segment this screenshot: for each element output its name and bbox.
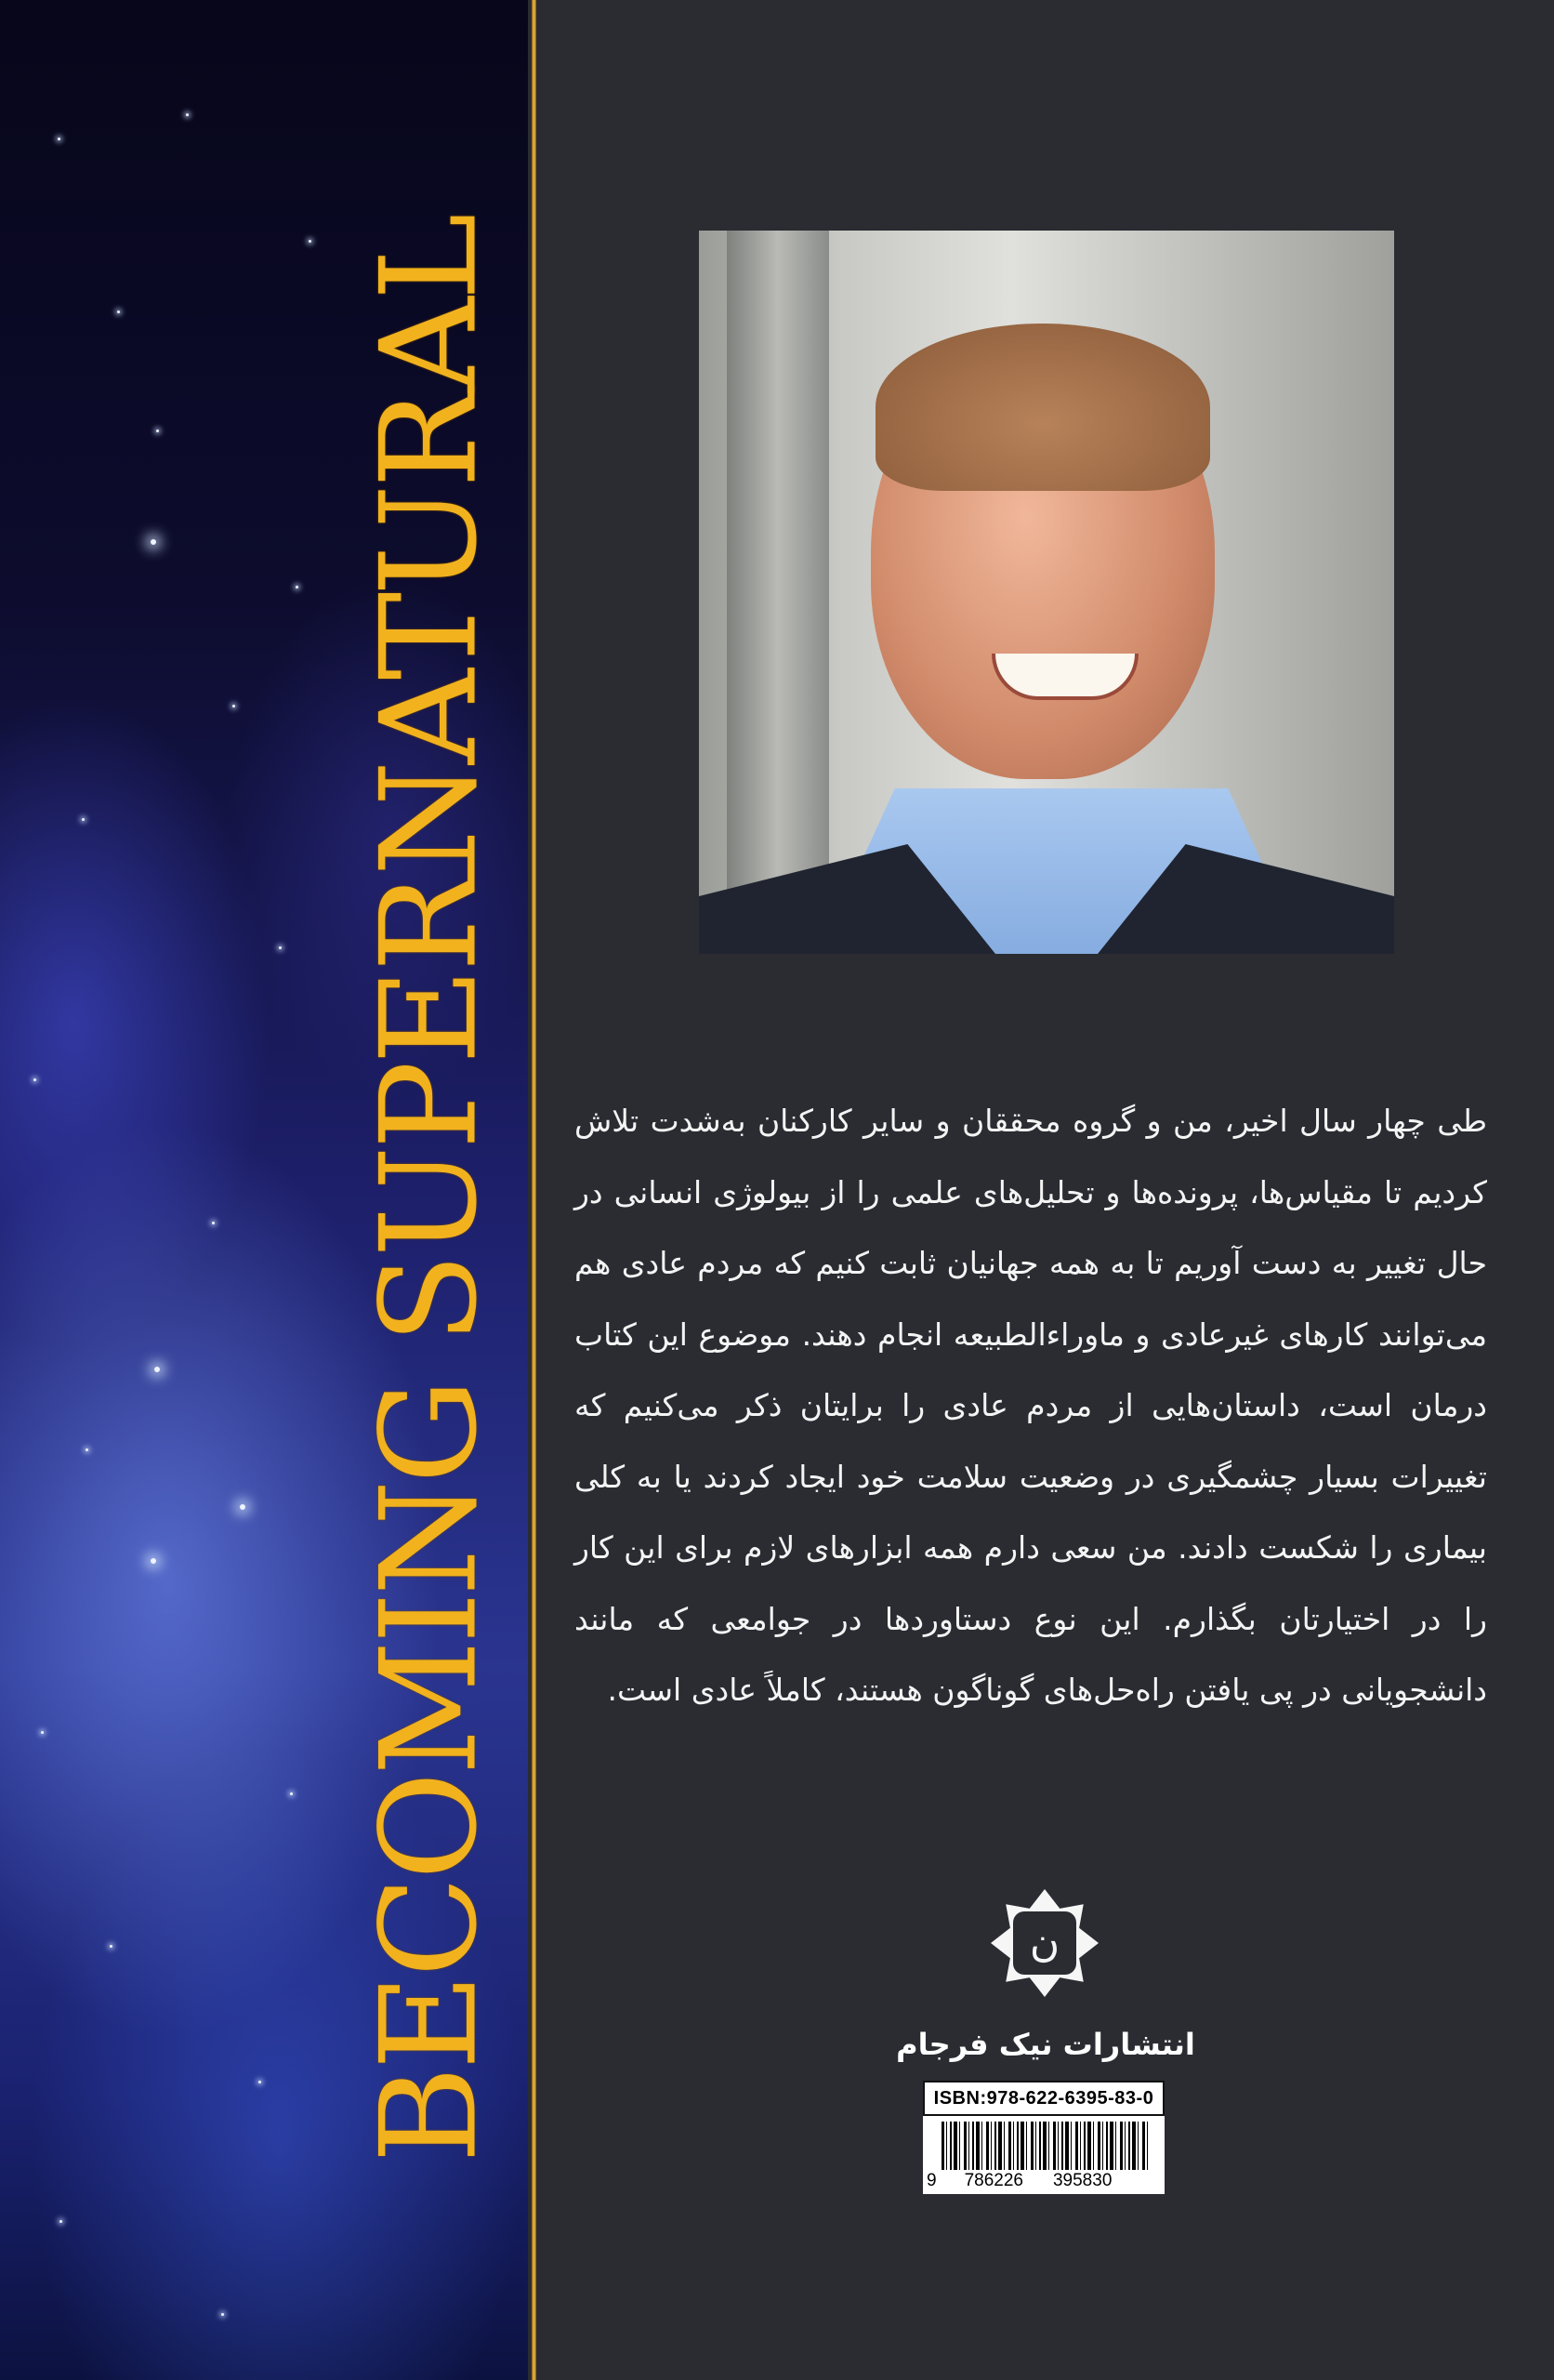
publisher-name: انتشارات نیک فرجام bbox=[896, 2027, 1195, 2062]
barcode-digits-group1: 786226 bbox=[964, 2171, 1023, 2190]
star-icon bbox=[186, 113, 189, 116]
back-cover-blurb: طی چهار سال اخیر، من و گروه محققان و سایر کارکنان به‌شدت تلاش کردیم تا مقیاس‌ها، پرونده‌ها و تحلیل‌های علمی را از بیولوژی انسانی در حال تغییر به دست آوریم تا به همه جهانیان ثابت کنیم که مردم عادی هم می‌توانند کارهای غیرعادی و ماوراءالطبیعه انجام دهند. موضوع این کتاب درمان است، داستان‌هایی از مردم عادی را برایتان ذکر می‌کنیم که تغییرات بسیار چشمگیری در وضعیت سلامت خود ایجاد کردند یا به کلی بیماری را شکست دادند. من سعی دارم همه ابزارهای لازم برای این کار را در اختیارتان بگذارم. این نوع دستاوردها در جوامعی که مانند دانشجویانی در پی یافتن راه‌حل‌های گوناگون هستند، کاملاً عادی است. bbox=[574, 1103, 1487, 1708]
star-icon bbox=[151, 1558, 156, 1564]
barcode-digits-group2: 395830 bbox=[1052, 2171, 1113, 2190]
star-icon bbox=[117, 311, 120, 313]
star-icon bbox=[296, 586, 298, 588]
star-icon bbox=[110, 1945, 112, 1948]
star-icon bbox=[212, 1222, 215, 1224]
star-icon bbox=[86, 1448, 88, 1451]
barcode-digits bbox=[927, 2170, 1161, 2192]
logo-glyph: ن bbox=[1029, 1919, 1060, 1966]
star-icon bbox=[154, 1367, 160, 1372]
barcode bbox=[923, 2116, 1165, 2194]
author-photo bbox=[699, 231, 1394, 954]
barcode-digit-lead: 9 bbox=[927, 2171, 937, 2190]
gold-divider-line bbox=[532, 0, 536, 2380]
star-icon bbox=[290, 1792, 293, 1795]
star-icon bbox=[41, 1731, 44, 1734]
star-icon bbox=[59, 2220, 62, 2223]
photo-smile bbox=[992, 654, 1139, 700]
isbn-label: ISBN:978-622-6395-83-0 bbox=[923, 2081, 1165, 2116]
star-icon bbox=[221, 2313, 224, 2316]
star-icon bbox=[151, 539, 156, 545]
star-icon bbox=[58, 138, 60, 140]
star-icon bbox=[240, 1504, 245, 1510]
spine-title: BECOMING SUPERNATURAL bbox=[352, 217, 507, 2163]
star-icon bbox=[33, 1078, 36, 1081]
photo-hair bbox=[876, 324, 1210, 491]
photo-pillar bbox=[727, 231, 829, 954]
star-icon bbox=[258, 2081, 261, 2083]
star-icon bbox=[82, 818, 85, 821]
star-icon bbox=[232, 705, 235, 707]
star-icon bbox=[279, 946, 282, 949]
space-galaxy-panel bbox=[0, 0, 528, 2380]
star-icon bbox=[309, 240, 311, 243]
star-icon bbox=[156, 430, 159, 432]
barcode-bars bbox=[942, 2122, 1150, 2170]
